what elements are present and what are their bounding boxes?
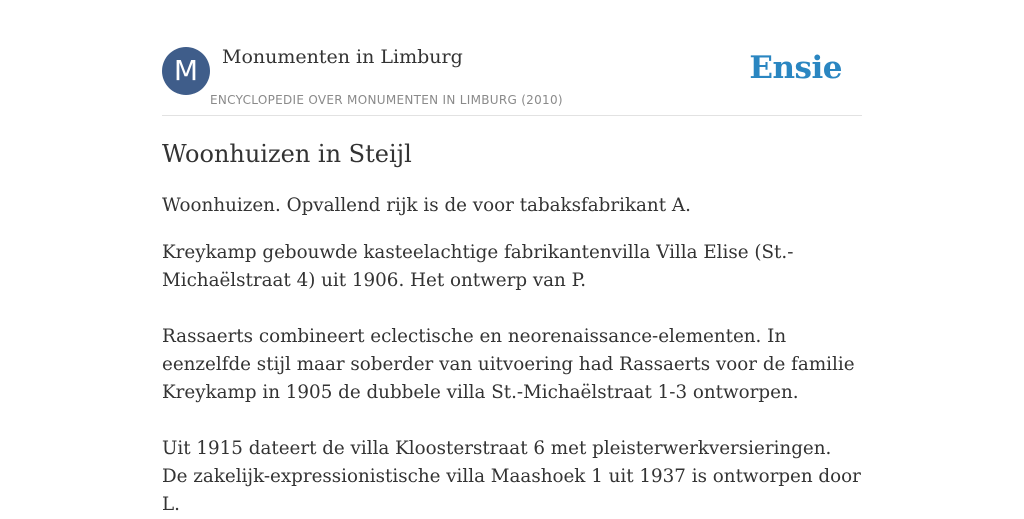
ensie-logo-link[interactable]: Ensie [749,50,842,86]
page-container [162,0,862,515]
article-paragraph: Kreykamp gebouwde kasteelachtige fabrikantenvilla Villa Elise (St.-Michaëlstraat 4) uit 1906. Het ontwerp van P. [162,242,794,291]
article-paragraph: Uit 1915 dateert de villa Kloosterstraat 6 met pleisterwerkversieringen. De zakelijk-expressionistische villa Maashoek 1 uit 1937 is ontworpen door L. [162,438,861,515]
article-paragraph: Rassaerts combineert eclectische en neorenaissance-elementen. In eenzelfde stijl maar soberder van uitvoering had Rassaerts voor de familie Kreykamp in 1905 de dubbele villa St.-Michaëlstraat 1-3 ontworpen. [162,326,855,403]
article-paragraph: Woonhuizen. Opvallend rijk is de voor tabaksfabrikant A. [162,195,691,216]
article-title: Woonhuizen in Steijl [162,140,412,168]
book-subtitle: ENCYCLOPEDIE OVER MONUMENTEN IN LIMBURG (2010) [210,93,563,107]
book-title-link[interactable]: Monumenten in Limburg [222,46,463,68]
book-header [162,0,862,116]
avatar[interactable]: M [162,47,210,95]
